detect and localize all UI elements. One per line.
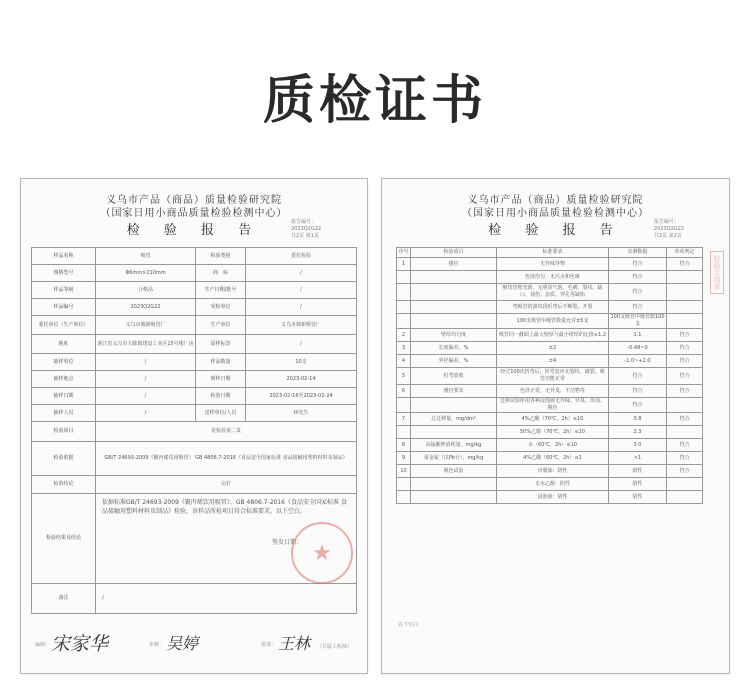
basis-value: GB/T 24693-2009《聚丙烯饮用吸管》 GB 4806.7-2016《食品安全国家标准 食品接触用塑料材料及制品》 xyxy=(96,442,357,476)
measured-cell: -1.0~+2.0 xyxy=(609,355,667,368)
report-number-label: 报告编号： xyxy=(654,219,680,225)
item-cell: 长度偏差，% xyxy=(411,342,497,355)
judgement-cell: 符合 xyxy=(667,258,703,271)
table-row xyxy=(32,584,357,614)
field-label: 抽样人员 xyxy=(32,405,96,422)
remarks-value: / xyxy=(96,584,357,614)
requirement-cell: 弯吸管的波纹段折弯后不断裂、开裂 xyxy=(497,301,609,314)
requirement-cell: 水（60℃，2h）≤10 xyxy=(497,439,609,452)
page-indicator: 共2页 第1页 xyxy=(291,233,319,239)
table-row xyxy=(32,282,357,299)
field-value: 2023-02-16至2023-02-24 xyxy=(246,388,357,405)
field-value: 吸管 xyxy=(96,248,196,265)
seq-cell xyxy=(397,301,411,314)
table-row xyxy=(397,314,703,329)
seq-cell xyxy=(397,478,411,491)
field-value: 合格品 xyxy=(96,282,196,299)
seq-cell: 8 xyxy=(397,439,411,452)
judgement-cell xyxy=(667,398,703,413)
requirement-cell: 吸管同一截面上最大壁厚与最小壁厚的比值≤1.2 xyxy=(497,329,609,342)
measured-cell: <1 xyxy=(609,452,667,465)
table-row xyxy=(397,452,703,465)
institute-name: 义乌市产品（商品）质量检验研究院 xyxy=(467,195,644,206)
requirement-cell: 色泽正常，无异臭、不洁物等 xyxy=(497,385,609,398)
requirement-cell: ±2 xyxy=(497,342,609,355)
table-row xyxy=(32,476,357,494)
field-value: / xyxy=(96,371,196,388)
field-value: 10支 xyxy=(246,354,357,371)
report-number-label: 报告编号： xyxy=(291,219,317,225)
footer-note: （共版工程师） xyxy=(317,644,353,650)
requirement-cell: 4%乙酸（60℃，2h）≤1 xyxy=(497,452,609,465)
field-label: 原样标签 xyxy=(196,335,246,354)
report-title: 检 验 报 告 xyxy=(488,223,623,238)
measured-cell: -0.48~0 xyxy=(609,342,667,355)
item-cell xyxy=(411,314,497,329)
item-cell xyxy=(411,301,497,314)
field-value: / xyxy=(246,299,357,316)
seq-cell: 4 xyxy=(397,355,411,368)
field-label: 抽样日期 xyxy=(32,388,96,405)
seq-cell: 5 xyxy=(397,368,411,385)
col-header-judgement: 单项判定 xyxy=(667,248,703,258)
table-row xyxy=(32,248,357,265)
side-stamp: 检验专用章 xyxy=(710,251,724,294)
sign-date-label: 签发日期： xyxy=(272,539,303,546)
item-cell xyxy=(411,491,497,504)
field-value: 委托检验 xyxy=(246,248,357,265)
table-row xyxy=(397,413,703,426)
end-note: 以下空白 xyxy=(398,622,419,628)
field-label: 生产单位 xyxy=(196,316,246,335)
judgement-cell xyxy=(667,478,703,491)
table-row xyxy=(32,405,357,422)
measured-cell: 2.3 xyxy=(609,426,667,439)
field-value: Φ6mm×210mm xyxy=(96,265,196,282)
judgement-cell: 符合 xyxy=(667,465,703,478)
table-row xyxy=(397,258,703,271)
judgement-cell: 符合 xyxy=(667,368,703,385)
judgement-cell xyxy=(667,426,703,439)
col-header-seq: 序号 xyxy=(397,248,411,258)
item-cell: 总迁移量，mg/dm² xyxy=(411,413,497,426)
requirement-cell: ±4 xyxy=(497,355,609,368)
table-row xyxy=(397,491,703,504)
col-header-requirement: 标准要求 xyxy=(497,248,609,258)
inspection-items-value: 见检验第二页 xyxy=(96,422,357,442)
basis-label: 检验依据 xyxy=(32,442,96,476)
measured-cell: 符合 xyxy=(609,271,667,284)
seq-cell xyxy=(397,491,411,504)
requirement-cell: 100支吸管中吸管数量允许±5支 xyxy=(497,314,609,329)
remarks-label: 备注 xyxy=(32,584,96,614)
field-label: 样品数量 xyxy=(196,354,246,371)
requirement-cell: 迁移试验所用各种浸泡液无异味、异臭、浑浊、脱色 xyxy=(497,398,609,413)
field-value: 林先生 xyxy=(246,405,357,422)
report-meta xyxy=(291,219,321,240)
requirement-cell: 4%乙酸（70℃，2h）≤10 xyxy=(497,413,609,426)
signature-approved: 王林 xyxy=(278,634,311,653)
judgement-cell: 符合 xyxy=(667,342,703,355)
judgement-cell xyxy=(667,314,703,329)
judgement-cell xyxy=(667,491,703,504)
field-label: 商 标 xyxy=(196,265,246,282)
measured-cell: 符合 xyxy=(609,385,667,398)
table-row xyxy=(397,301,703,314)
seq-cell xyxy=(397,398,411,413)
item-cell xyxy=(411,426,497,439)
field-label: 检验日期 xyxy=(196,388,246,405)
measured-cell: 阴性 xyxy=(609,465,667,478)
inspection-report-page-1 xyxy=(20,178,368,674)
field-value: / xyxy=(96,388,196,405)
seq-cell xyxy=(397,314,411,329)
institute-subtitle: （国家日用小商品质量检验检测中心） xyxy=(462,208,649,219)
item-cell: 外径偏差，% xyxy=(411,355,497,368)
field-value: / xyxy=(96,405,196,422)
requirement-cell: 色泽均匀，无污点和色斑 xyxy=(497,271,609,284)
judgement-cell xyxy=(667,301,703,314)
table-row xyxy=(32,316,357,335)
seq-cell: 9 xyxy=(397,452,411,465)
requirement-cell: 无水乙醇：阴性 xyxy=(497,478,609,491)
judgement-cell xyxy=(667,271,703,284)
measured-cell: 符合 xyxy=(609,368,667,385)
table-row xyxy=(397,342,703,355)
test-results-table xyxy=(396,247,703,504)
requirement-cell: 浸泡液：阴性 xyxy=(497,491,609,504)
conclusion-value: 完好 xyxy=(96,476,357,494)
measured-cell: 阴性 xyxy=(609,491,667,504)
report-title: 检 验 报 告 xyxy=(126,223,262,238)
field-label: 抽样单位 xyxy=(32,354,96,371)
table-row xyxy=(397,284,703,301)
judgement-cell: 符合 xyxy=(667,385,703,398)
table-row xyxy=(397,368,703,385)
item-cell xyxy=(411,284,497,301)
seq-cell: 3 xyxy=(397,342,411,355)
table-row xyxy=(397,439,703,452)
judgement-cell: 符合 xyxy=(667,452,703,465)
footer-label-reviewed: 审核： xyxy=(149,642,165,648)
requirement-cell: 50%乙醇（70℃，2h）≤10 xyxy=(497,426,609,439)
table-row xyxy=(397,478,703,491)
field-label: 受检单位 xyxy=(196,299,246,316)
col-header-item: 检验项目 xyxy=(411,248,497,258)
seq-cell: 1 xyxy=(397,258,411,271)
measured-cell: 符合 xyxy=(609,258,667,271)
table-row xyxy=(397,355,703,368)
measured-cell: 符合 xyxy=(609,301,667,314)
table-row xyxy=(32,299,357,316)
col-header-measured: 实测数据 xyxy=(609,248,667,258)
judgement-cell: 符合 xyxy=(667,439,703,452)
field-value: / xyxy=(246,282,357,299)
footer-label-approved: 批准： xyxy=(261,642,277,648)
field-value: / xyxy=(246,265,357,282)
inspection-report-page-2 xyxy=(381,178,730,674)
seq-cell: 7 xyxy=(397,413,411,426)
signature-prepared: 宋家华 xyxy=(51,633,109,655)
field-label: 样品等级 xyxy=(32,282,96,299)
requirement-cell: 冷餐油：阴性 xyxy=(497,465,609,478)
report-number: 2023Q2G22 xyxy=(291,226,322,232)
table-row xyxy=(397,329,703,342)
table-row xyxy=(397,426,703,439)
field-value: 2023-02-14 xyxy=(246,371,357,388)
page-indicator: 共2页 第2页 xyxy=(654,233,682,239)
item-cell xyxy=(411,478,497,491)
measured-cell: 1.1 xyxy=(609,329,667,342)
institute-subtitle: （国家日用小商品质量检验检测中心） xyxy=(100,208,288,219)
measured-cell: 100支吸管中吸管数100支 xyxy=(610,314,665,327)
field-label: 委托单位（生产单位） xyxy=(32,316,96,335)
field-value: 2023Q2G22 xyxy=(96,299,196,316)
seq-cell xyxy=(397,426,411,439)
field-label: 样品编号 xyxy=(32,299,96,316)
judgement-cell: 符合 xyxy=(667,329,703,342)
item-cell: 壁厚均匀度 xyxy=(411,329,497,342)
table-row xyxy=(32,354,357,371)
judgement-cell xyxy=(667,284,703,301)
field-label: 抽样地点 xyxy=(32,371,96,388)
table-row xyxy=(32,265,357,282)
official-seal: ★ xyxy=(291,522,353,584)
item-cell: 高锰酸钾消耗量，mg/kg xyxy=(411,439,497,452)
table-row xyxy=(32,388,357,405)
judgement-cell: 符合 xyxy=(667,355,703,368)
field-value: 浙江省义乌市大陈镇建设工业区15号楼厂房 xyxy=(96,335,196,354)
seq-cell: 10 xyxy=(397,465,411,478)
field-label: 检验类别 xyxy=(196,248,246,265)
item-cell xyxy=(411,398,497,413)
field-label: 地址 xyxy=(32,335,96,354)
table-row xyxy=(397,271,703,284)
table-header-row xyxy=(397,248,703,258)
conclusion-label: 检验结论 xyxy=(32,476,96,494)
conclusion-section-label: 检验结果及结论 xyxy=(32,494,96,584)
measured-cell: 阴性 xyxy=(609,478,667,491)
requirement-cell: 吸管管壁光滑，无明显气泡、毛刺、裂纹、缺口、划伤、杂质、穿孔等缺陷 xyxy=(497,284,609,301)
field-label: 送样单位/人员 xyxy=(196,405,246,422)
conclusion-text: 依据标准GB/T 24693-2009《聚丙烯饮用吸管》、GB 4806.7-2016《食品安全国家标准 食品接触用塑料材料及制品》检验，该样品所检项目符合标准要求。以下空白。 xyxy=(102,499,347,515)
report-meta xyxy=(654,219,684,240)
item-cell: 折弯放收 xyxy=(411,368,497,385)
seq-cell xyxy=(397,271,411,284)
item-cell xyxy=(411,271,497,284)
table-row xyxy=(397,465,703,478)
signature-reviewed: 吴婷 xyxy=(166,634,199,653)
footer-label-prepared: 编制： xyxy=(35,642,51,648)
requirement-cell: 经过100次折弯后，折弯处应无裂纹、破裂，吸管功能正常 xyxy=(497,368,609,385)
field-label: 样品名称 xyxy=(32,248,96,265)
table-row xyxy=(32,371,357,388)
field-value: 义乌市塘新吸管厂 xyxy=(96,316,196,335)
measured-cell: 0.8 xyxy=(609,413,667,426)
field-value: 义乌市塘新吸管厂 xyxy=(246,316,357,335)
field-label: 规格型号 xyxy=(32,265,96,282)
item-cell: 重金属（以Pb计），mg/kg xyxy=(411,452,497,465)
seq-cell: 2 xyxy=(397,329,411,342)
field-label: 到样日期 xyxy=(196,371,246,388)
field-value: / xyxy=(246,335,357,354)
inspection-items-label: 检验项目 xyxy=(32,422,96,442)
table-row xyxy=(397,398,703,413)
item-cell: 感官要求 xyxy=(411,385,497,398)
seq-cell xyxy=(397,284,411,301)
institute-name: 义乌市产品（商品）质量检验研究院 xyxy=(106,195,282,206)
table-row xyxy=(32,335,357,354)
table-row xyxy=(32,422,357,442)
item-cell: 感官 xyxy=(411,258,497,271)
field-label: 生产日期/批号 xyxy=(196,282,246,299)
measured-cell: 符合 xyxy=(609,284,667,301)
measured-cell: 3.0 xyxy=(609,439,667,452)
table-row xyxy=(397,385,703,398)
measured-cell: 符合 xyxy=(609,398,667,413)
report-number: 2023Q2G22 xyxy=(654,226,685,232)
item-cell: 脱色试验 xyxy=(411,465,497,478)
requirement-cell: 无异味异物 xyxy=(497,258,609,271)
seq-cell: 6 xyxy=(397,385,411,398)
judgement-cell: 符合 xyxy=(667,413,703,426)
field-value: / xyxy=(96,354,196,371)
table-row xyxy=(32,442,357,476)
page-headline: 质检证书 xyxy=(262,71,487,131)
